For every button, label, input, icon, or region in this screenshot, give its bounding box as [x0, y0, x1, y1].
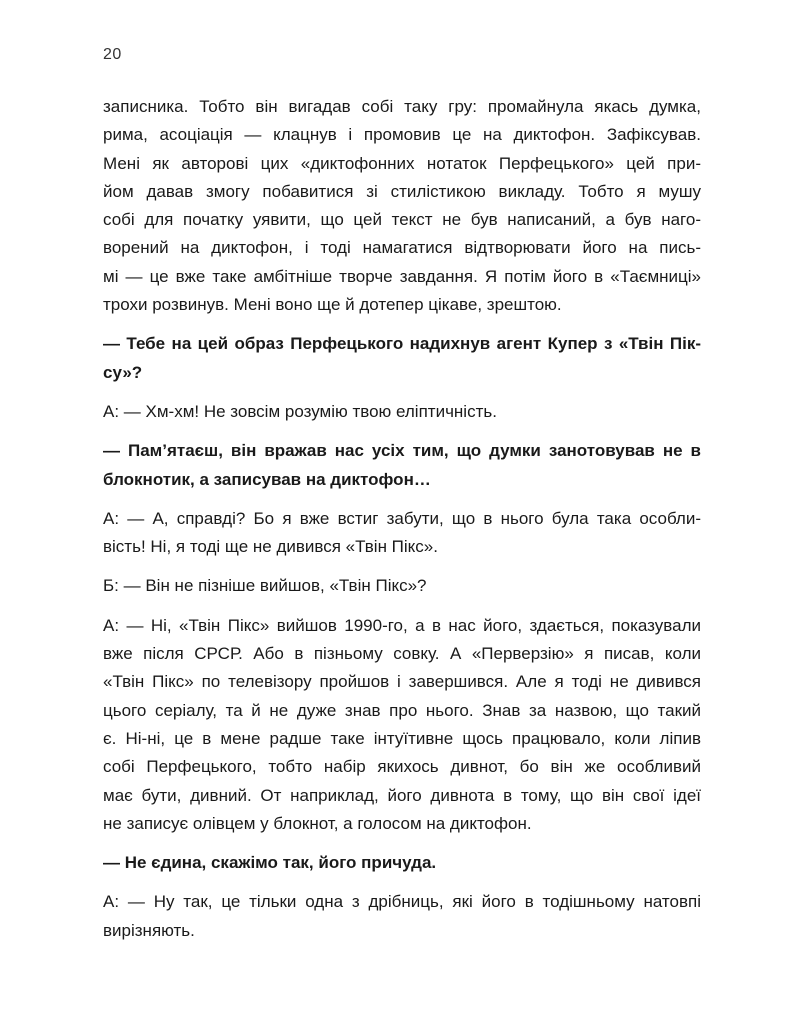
text-line: вирізняють.	[103, 920, 195, 940]
text-line: вже після СРСР. Або в пізньому совку. А «Перверзію» я писав, коли	[103, 644, 701, 664]
text-line: — Не єдина, скажімо так, його причуда.	[103, 853, 437, 873]
text-line: Мені як авторові цих «диктофонних нотаток Перфецького» цей при-	[103, 153, 701, 173]
text-line: Б: — Він не пізніше вийшов, «Твін Пікс»?	[103, 576, 427, 596]
text-line: собі Перфецького, тобто набір якихось дивнот, бо він же особливий	[103, 757, 701, 777]
text-line: йом давав змогу побавитися зі стилістикою викладу. Тобто я мушу	[103, 181, 701, 201]
text-line: вість! Ні, я тоді ще не дивився «Твін Пікс».	[103, 537, 438, 557]
page-body	[103, 93, 701, 945]
paragraph-question	[103, 849, 701, 877]
text-line: — Пам’ятаєш, він вражав нас усіх тим, що думки занотовував не в	[103, 441, 701, 461]
page-number: 20	[103, 46, 122, 63]
paragraph-answer	[103, 612, 701, 838]
text-line: «Твін Пікс» по телевізору пройшов і завершився. Але я тоді не дивився	[103, 672, 701, 692]
text-line: А: — Хм-хм! Не зовсім розумію твою еліптичність.	[103, 401, 497, 421]
paragraph-answer	[103, 398, 701, 426]
text-line: мі — це вже таке амбітніше творче завдання. Я потім його в «Таємниці»	[103, 266, 701, 286]
text-line: не записує олівцем у блокнот, а голосом на диктофон.	[103, 813, 532, 833]
text-line: має бути, дивний. От наприклад, його дивнота в тому, що він свої ідеї	[103, 785, 701, 805]
text-line: — Тебе на цей образ Перфецького надихнув агент Купер з «Твін Пік-	[103, 334, 701, 354]
text-line: су»?	[103, 362, 143, 382]
text-line: ворений на диктофон, і тоді намагатися відтворювати його на пись-	[103, 238, 701, 258]
text-line: А: — Ні, «Твін Пікс» вийшов 1990-го, а в нас його, здається, показували	[103, 615, 701, 635]
text-line: блокнотик, а записував на диктофон…	[103, 469, 431, 489]
text-line: трохи розвинув. Мені воно ще й дотепер цікаве, зрештою.	[103, 295, 562, 315]
text-line: є. Ні-ні, це в мене радше таке інтуїтивне щось працювало, коли ліпив	[103, 728, 701, 748]
paragraph-question	[103, 437, 701, 494]
paragraph-answer	[103, 93, 701, 319]
text-line: А: — А, справді? Бо я вже встиг забути, що в нього була така особли-	[103, 508, 701, 528]
text-line: собі для початку уявити, що цей текст не був написаний, а був наго-	[103, 210, 701, 230]
paragraph-answer	[103, 888, 701, 945]
text-line: А: — Ну так, це тільки одна з дрібниць, які його в тодішньому натовпі	[103, 892, 701, 912]
paragraph-answer	[103, 505, 701, 562]
text-line: рима, асоціація — клацнув і промовив це на диктофон. Зафіксував.	[103, 125, 701, 145]
text-line: цього серіалу, та й не дуже знав про нього. Знав за назвою, що такий	[103, 700, 701, 720]
paragraph-question	[103, 330, 701, 387]
text-line: записника. Тобто він вигадав собі таку гру: промайнула якась думка,	[103, 97, 701, 116]
paragraph-answer	[103, 572, 701, 600]
